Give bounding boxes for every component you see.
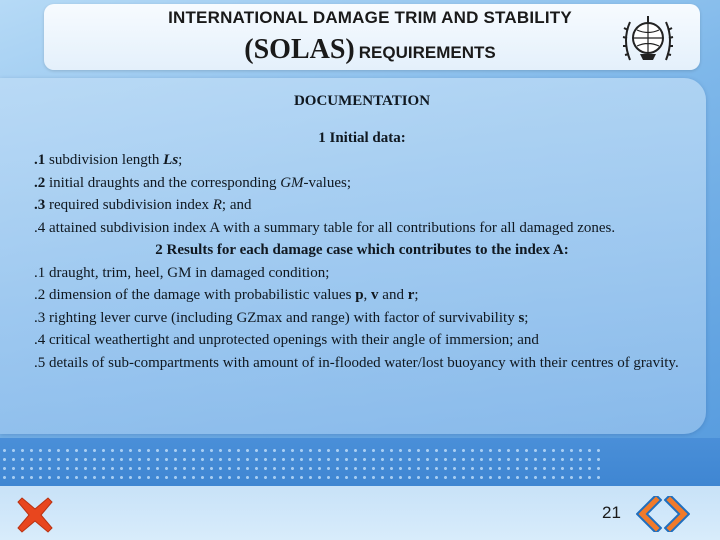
slide-subtitle <box>0 34 720 66</box>
page-number: 21 <box>602 503 621 522</box>
list-item: .1 draught, trim, heel, GM in damaged condition; <box>34 264 330 281</box>
list-item: .4 critical weathertight and unprotected openings with their angle of immersion; and <box>34 332 539 348</box>
slide-title: INTERNATIONAL DAMAGE TRIM AND STABILITY <box>168 8 572 27</box>
close-x-icon[interactable] <box>16 496 54 534</box>
documentation-heading: DOCUMENTATION <box>293 93 431 109</box>
list-item: .4 attained subdivision index A with a summary table for all contributions for all damaged zones. <box>34 219 616 236</box>
imo-emblem-icon <box>618 10 678 68</box>
list-item: .3 required subdivision index R; and <box>34 197 252 213</box>
content-body <box>34 90 690 374</box>
solas-label: (SOLAS) <box>244 34 355 65</box>
chevron-right-icon[interactable] <box>664 496 690 532</box>
requirements-label: REQUIREMENTS <box>358 43 496 62</box>
dot-pattern <box>0 446 600 480</box>
list-item: .5 details of sub-compartments with amount of in-flooded water/lost buoyancy with their centres of gravity. <box>34 354 679 371</box>
list-item: .2 dimension of the damage with probabilistic values p, v and r; <box>34 287 419 303</box>
list-item: .1 subdivision length Ls; <box>34 152 183 168</box>
section1-title: 1 Initial data: <box>318 129 406 146</box>
list-item: .3 righting lever curve (including GZmax and range) with factor of survivability s; <box>34 309 529 326</box>
list-item: .2 initial draughts and the corresponding GM-values; <box>34 174 352 191</box>
chevron-left-icon[interactable] <box>636 496 662 532</box>
section2-title: 2 Results for each damage case which contributes to the index A: <box>155 242 569 258</box>
